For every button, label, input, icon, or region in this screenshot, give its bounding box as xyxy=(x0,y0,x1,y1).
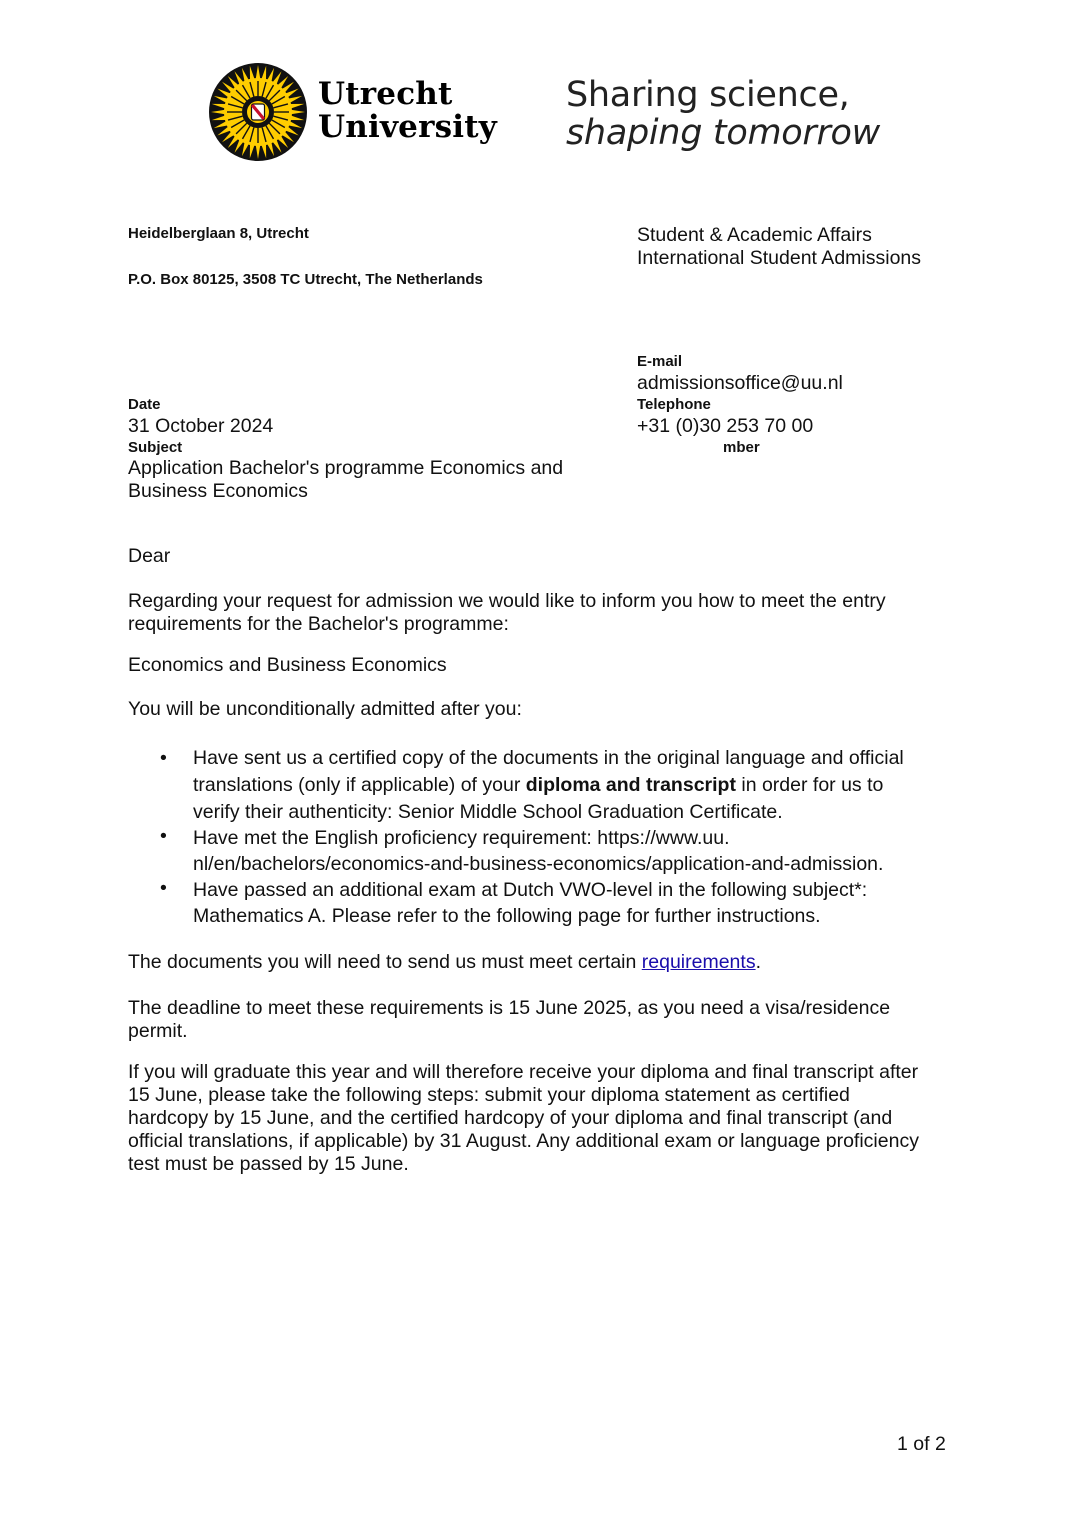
req2-line2: nl/en/bachelors/economics-and-business-economics/application-and-admission. xyxy=(193,853,884,875)
department-line1: Student & Academic Affairs xyxy=(637,224,872,246)
sender-address-line1: Heidelberglaan 8, Utrecht xyxy=(128,225,309,242)
tagline-line1: Sharing science, xyxy=(566,75,850,115)
documents-tail: . xyxy=(755,951,761,973)
req1-line2-text: translations (only if applicable) of your xyxy=(193,774,526,796)
date-label: Date xyxy=(128,396,161,413)
graduate-line5: test must be passed by 15 June. xyxy=(128,1153,409,1175)
email-label: E-mail xyxy=(637,353,683,370)
graduate-paragraph xyxy=(128,1061,958,1176)
req1-line2-tail: in order for us to xyxy=(735,774,884,796)
list-item xyxy=(128,745,948,825)
req1-bold-text: diploma and transcript xyxy=(525,774,736,796)
email-value: admissionsoffice@uu.nl xyxy=(637,372,843,394)
university-seal-icon xyxy=(208,62,308,162)
tagline xyxy=(566,76,880,152)
date-value: 31 October 2024 xyxy=(128,415,274,437)
bullet-icon: • xyxy=(160,877,167,899)
req1-line3: verify their authenticity: Senior Middle School Graduation Certificate. xyxy=(193,801,783,823)
department-line2: International Student Admissions xyxy=(637,247,922,269)
university-name xyxy=(318,78,497,144)
sender-address-line2: P.O. Box 80125, 3508 TC Utrecht, The Netherlands xyxy=(128,271,483,288)
programme-name: Economics and Business Economics xyxy=(128,654,447,676)
graduate-line3: hardcopy by 15 June, and the certified hardcopy of your diploma and final transcript (and xyxy=(128,1107,893,1129)
requirements-list xyxy=(128,745,948,929)
graduate-line1: If you will graduate this year and will therefore receive your diploma and final transcript after xyxy=(128,1061,919,1083)
bullet-icon: • xyxy=(160,825,167,847)
req1-line2 xyxy=(193,772,948,799)
subject-label: Subject xyxy=(128,439,183,456)
requirements-link[interactable]: requirements xyxy=(641,951,756,973)
intro-paragraph xyxy=(128,590,948,636)
deadline-line2: permit. xyxy=(128,1020,188,1042)
req2-line1: Have met the English proficiency requirement: https://www.uu. xyxy=(193,827,730,849)
req3-line1: Have passed an additional exam at Dutch VWO-level in the following subject*: xyxy=(193,879,868,901)
list-item xyxy=(128,825,948,877)
req3-line2: Mathematics A. Please refer to the following page for further instructions. xyxy=(193,905,821,927)
documents-paragraph xyxy=(128,951,761,974)
subject-line2: Business Economics xyxy=(128,480,308,502)
telephone-value: +31 (0)30 253 70 00 xyxy=(637,415,814,437)
page-number: 1 of 2 xyxy=(897,1433,946,1455)
salutation: Dear xyxy=(128,545,171,567)
intro-line2: requirements for the Bachelor's programme: xyxy=(128,613,509,635)
list-item xyxy=(128,877,948,929)
req1-line1: Have sent us a certified copy of the documents in the original language and official xyxy=(193,747,904,769)
telephone-label: Telephone xyxy=(637,396,711,413)
subject-line1: Application Bachelor's programme Economics and xyxy=(128,457,564,479)
number-label-fragment: mber xyxy=(723,439,760,456)
university-name-line1: Utrecht xyxy=(318,76,453,112)
deadline-paragraph xyxy=(128,997,948,1043)
intro-line1: Regarding your request for admission we would like to inform you how to meet the entry xyxy=(128,590,886,612)
deadline-line1: The deadline to meet these requirements is 15 June 2025, as you need a visa/residence xyxy=(128,997,891,1019)
graduate-line4: official translations, if applicable) by 31 August. Any additional exam or language proficiency xyxy=(128,1130,919,1152)
bullet-icon: • xyxy=(160,747,167,769)
university-name-line2: University xyxy=(318,109,497,145)
tagline-line2: shaping tomorrow xyxy=(566,113,880,153)
documents-text: The documents you will need to send us must meet certain xyxy=(128,951,642,973)
graduate-line2: 15 June, please take the following steps: submit your diploma statement as certified xyxy=(128,1084,850,1106)
admit-intro: You will be unconditionally admitted after you: xyxy=(128,698,522,720)
